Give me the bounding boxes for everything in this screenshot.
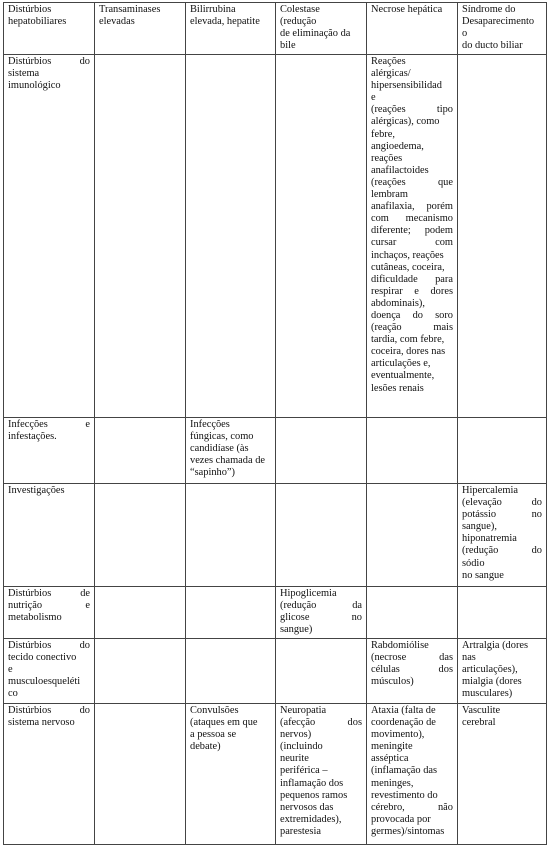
adverse-effects-table xyxy=(3,2,547,845)
colestase-cell xyxy=(276,484,367,587)
sindrome-cell: Artralgia (dores nas articulações), mialgia (dores musculares) xyxy=(458,639,547,704)
table-row xyxy=(4,418,547,484)
bilirrubina-cell xyxy=(186,639,276,704)
transaminases-cell xyxy=(95,55,186,418)
table-row xyxy=(4,587,547,639)
transaminases-cell xyxy=(95,639,186,704)
colestase-cell xyxy=(276,639,367,704)
transaminases-cell xyxy=(95,704,186,845)
sindrome-cell: Vasculite cerebral xyxy=(458,704,547,845)
row-label-cell: Infecções e infestações. xyxy=(4,418,95,484)
document-page xyxy=(3,2,546,847)
bilirrubina-cell: Convulsões (ataques em que a pessoa se debate) xyxy=(186,704,276,845)
transaminases-cell xyxy=(95,484,186,587)
row-label-cell: Distúrbios do sistema imunológico xyxy=(4,55,95,418)
header-cell-disturbios: Distúrbios hepatobiliares xyxy=(4,3,95,55)
bilirrubina-cell xyxy=(186,587,276,639)
necrose-cell: Reações alérgicas/ hipersensibilidad e (reações tipo alérgicas), como febre, angioedema, reações anafilactoides (reações que lembram anafilaxia, porém com mecanismo diferente; podem cursar com inchaços, reações cutâneas, coceira, dificuldade para respirar e dores abdominais), doença do soro (reação mais tardia, com febre, coceira, dores nas articulações e, eventualmente, lesões renais xyxy=(367,55,458,418)
header-cell-necrose: Necrose hepática xyxy=(367,3,458,55)
header-cell-colestase: Colestase (redução de eliminação da bile xyxy=(276,3,367,55)
necrose-cell xyxy=(367,587,458,639)
colestase-cell: Hipoglicemia (redução da glicose no sangue) xyxy=(276,587,367,639)
table-row xyxy=(4,55,547,418)
bilirrubina-cell xyxy=(186,484,276,587)
table-header-row xyxy=(4,3,547,55)
necrose-cell: Rabdomiólise (necrose das células dos músculos) xyxy=(367,639,458,704)
transaminases-cell xyxy=(95,418,186,484)
bilirrubina-cell: Infecções fúngicas, como candidíase (às vezes chamada de “sapinho”) xyxy=(186,418,276,484)
sindrome-cell xyxy=(458,55,547,418)
necrose-cell: Ataxia (falta de coordenação de movimento), meningite asséptica (inflamação das meninges, revestimento do cérebro, não provocada por germes)/sintomas xyxy=(367,704,458,845)
row-label-cell: Investigações xyxy=(4,484,95,587)
sindrome-cell xyxy=(458,418,547,484)
bilirrubina-cell xyxy=(186,55,276,418)
header-cell-transaminases: Transaminases elevadas xyxy=(95,3,186,55)
header-cell-bilirrubina: Bilirrubina elevada, hepatite xyxy=(186,3,276,55)
table-row xyxy=(4,704,547,845)
necrose-cell xyxy=(367,484,458,587)
colestase-cell xyxy=(276,418,367,484)
colestase-cell: Neuropatia (afecção dos nervos) (incluindo neurite periférica – inflamação dos pequenos ramos nervosos das extremidades), parestesia xyxy=(276,704,367,845)
row-label-cell: Distúrbios de nutrição e metabolismo xyxy=(4,587,95,639)
row-label-cell: Distúrbios do tecido conectivo e musculoesqueléti co xyxy=(4,639,95,704)
header-cell-sindrome: Síndrome do Desaparecimento o do ducto biliar xyxy=(458,3,547,55)
necrose-cell xyxy=(367,418,458,484)
sindrome-cell: Hipercalemia (elevação do potássio no sangue), hiponatremia (redução do sódio no sangue xyxy=(458,484,547,587)
transaminases-cell xyxy=(95,587,186,639)
table-row xyxy=(4,484,547,587)
sindrome-cell xyxy=(458,587,547,639)
colestase-cell xyxy=(276,55,367,418)
table-row xyxy=(4,639,547,704)
row-label-cell: Distúrbios do sistema nervoso xyxy=(4,704,95,845)
